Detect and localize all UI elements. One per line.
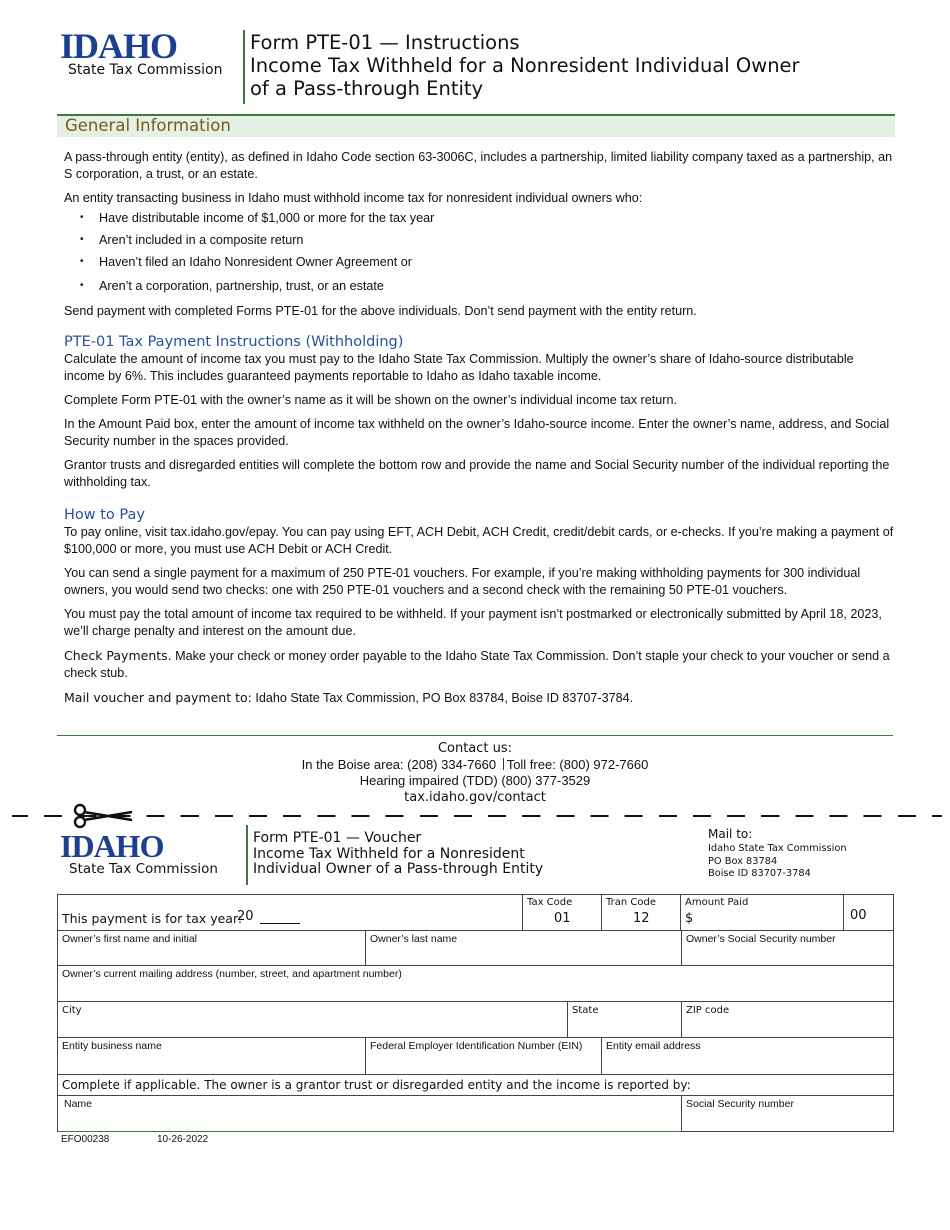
zip-field[interactable] [682, 1002, 894, 1038]
fein-label: Federal Employer Identification Number (EIN) [370, 1040, 583, 1052]
tax-year-blank[interactable] [260, 923, 300, 924]
state-field[interactable] [568, 1002, 682, 1038]
voucher-logo-subtitle: State Tax Commission [69, 861, 218, 877]
contact-divider [57, 735, 893, 736]
mail-to-label: Mail to: [708, 827, 753, 841]
contact-tollfree: Toll free: (800) 972-7660 [506, 757, 649, 772]
howto-p1: To pay online, visit tax.idaho.gov/epay. You can pay using EFT, ACH Debit, ACH Credit, credit/debit cards, or e-checks. If you’re making a payment of $100,000 or more, you must use ACH Debit or ACH Credit. [64, 525, 894, 556]
mail-to-line-3: Boise ID 83707-3784 [708, 868, 811, 879]
tax-year-prefix: 20 [237, 909, 254, 924]
voucher-header-divider [246, 825, 248, 885]
owner-ssn-field[interactable] [682, 931, 894, 966]
owner-address-label: Owner’s current mailing address (number, street, and apartment number) [62, 968, 402, 980]
grantor-note: Complete if applicable. The owner is a grantor trust or disregarded entity and the income is reported by: [62, 1078, 691, 1092]
pte-p1: Calculate the amount of income tax you must pay to the Idaho State Tax Commission. Multiply the owner’s share of Idaho-source distributable income by 6%. This includes guaranteed payments reportable to Idaho as Idaho taxable income. [64, 352, 854, 383]
howto-heading: How to Pay [64, 507, 145, 523]
tran-code-cell [602, 895, 681, 931]
owner-first-name-field[interactable] [58, 931, 366, 966]
grantor-ssn-label: Social Security number [686, 1098, 794, 1110]
entity-email-label: Entity email address [606, 1040, 701, 1052]
form-date: 10-26-2022 [157, 1134, 209, 1145]
pte-p3: In the Amount Paid box, enter the amount of income tax withheld on the owner’s Idaho-source income. Enter the owner’s name, address, and Social Security number in the spaces provided. [64, 417, 890, 448]
title-line-2: Income Tax Withheld for a Nonresident Individual Owner [250, 54, 800, 77]
general-p1: A pass-through entity (entity), as defined in Idaho Code section 63-3006C, includes a partnership, limited liability company taxed as a partnership, an S corporation, a trust, or an estate. [64, 150, 893, 181]
contact-block [57, 741, 893, 806]
howto-p5 [64, 689, 894, 707]
list-item: • Haven’t filed an Idaho Nonresident Owner Agreement or [64, 255, 894, 279]
general-section [64, 149, 894, 320]
tax-code-cell [523, 895, 602, 931]
form-code: EFO00238 [61, 1134, 110, 1145]
entity-email-field[interactable] [602, 1038, 894, 1075]
amount-paid-cell[interactable] [681, 895, 844, 931]
amount-cents-cell[interactable] [844, 895, 894, 931]
logo-word: IDAHO [60, 26, 178, 66]
howto-p3: You must pay the total amount of income tax required to be withheld. If your payment isn’t postmarked or electronically submitted by April 18, 2023, we’ll charge penalty and interest on the amount due. [64, 607, 882, 638]
pte-heading: PTE-01 Tax Payment Instructions (Withholding) [64, 334, 404, 350]
general-heading: General Information [65, 116, 231, 135]
grantor-ssn-field[interactable] [682, 1096, 894, 1132]
page-title [250, 31, 800, 100]
amount-currency: $ [685, 911, 694, 926]
contact-url: tax.idaho.gov/contact [404, 790, 546, 805]
howto-p2: You can send a single payment for a maximum of 250 PTE-01 vouchers. For example, if you’re making withholding payments for 300 individual owners, you would send two checks: one with 250 PTE-01 vouchers and a second check with the remaining 50 PTE-01 vouchers. [64, 566, 861, 597]
tax-code-label: Tax Code [527, 897, 573, 908]
check-payments-lead: Check Payments. [64, 648, 172, 663]
grantor-note-row [58, 1075, 894, 1096]
scissors-icon [72, 803, 134, 829]
tax-year-cell[interactable] [58, 895, 523, 931]
mail-to-line-1: Idaho State Tax Commission [708, 843, 847, 854]
mail-to-block [708, 827, 847, 881]
voucher-form [57, 894, 894, 1132]
voucher-title-line-3: Individual Owner of a Pass-through Entity [253, 861, 544, 877]
mail-text: Idaho State Tax Commission, PO Box 83784, Boise ID 83707-3784. [251, 691, 634, 705]
contact-separator [503, 758, 504, 770]
list-item: • Have distributable income of $1,000 or more for the tax year [64, 211, 894, 233]
logo-subtitle: State Tax Commission [68, 62, 223, 78]
voucher-title [253, 831, 543, 878]
entity-name-field[interactable] [58, 1038, 366, 1075]
general-p2: An entity transacting business in Idaho must withhold income tax for nonresident individual owners who: [64, 191, 643, 205]
idaho-logo [60, 28, 240, 82]
state-label: State [572, 1005, 599, 1016]
howto-p4 [64, 647, 894, 682]
title-line-3: of a Pass-through Entity [250, 77, 484, 100]
title-line-1: Form PTE-01 — Instructions [250, 31, 520, 54]
tran-code-value: 12 [633, 911, 650, 926]
owner-last-name-field[interactable] [366, 931, 682, 966]
voucher-title-line-1: Form PTE-01 — Voucher [253, 830, 422, 846]
city-label: City [62, 1005, 82, 1016]
tax-year-label: This payment is for tax year: [62, 911, 243, 926]
pte-section [64, 334, 894, 491]
contact-title: Contact us: [437, 741, 513, 756]
howto-section [64, 507, 894, 707]
pte-p4: Grantor trusts and disregarded entities will complete the bottom row and provide the name and Social Security number of the individual reporting the withholding tax. [64, 458, 890, 489]
entity-name-label: Entity business name [62, 1040, 162, 1052]
owner-ssn-label: Owner’s Social Security number [686, 933, 836, 945]
voucher-logo [60, 830, 240, 878]
general-heading-band [57, 114, 895, 137]
contact-tdd: Hearing impaired (TDD) (800) 377-3529 [359, 773, 591, 788]
header-divider [243, 30, 245, 104]
tax-code-value: 01 [554, 911, 571, 926]
tran-code-label: Tran Code [606, 897, 656, 908]
cut-line [12, 815, 942, 817]
zip-label: ZIP code [686, 1005, 730, 1016]
owner-first-name-label: Owner’s first name and initial [62, 933, 198, 945]
list-item: • Aren’t included in a composite return [64, 233, 894, 255]
voucher-title-line-2: Income Tax Withheld for a Nonresident [253, 845, 525, 862]
pte-p2: Complete Form PTE-01 with the owner’s name as it will be shown on the owner’s individual income tax return. [64, 393, 677, 407]
contact-boise: In the Boise area: (208) 334-7660 [301, 757, 497, 772]
check-payments-text: Make your check or money order payable to the Idaho State Tax Commission. Don’t staple your check to your voucher or send a check stub. [64, 649, 890, 680]
list-item: • Aren’t a corporation, partnership, trust, or an estate [64, 279, 894, 301]
fein-field[interactable] [366, 1038, 602, 1075]
amount-paid-label: Amount Paid [685, 897, 749, 908]
amount-cents: 00 [850, 908, 867, 923]
voucher-logo-word: IDAHO [60, 828, 164, 864]
owner-last-name-label: Owner’s last name [370, 933, 458, 945]
general-p3: Send payment with completed Forms PTE-01 for the above individuals. Don’t send payment with the entity return. [64, 304, 697, 318]
contact-phone-line [57, 757, 893, 773]
mail-to-line-2: PO Box 83784 [708, 855, 778, 867]
mail-lead: Mail voucher and payment to: [64, 690, 252, 705]
grantor-name-field[interactable] [58, 1096, 682, 1132]
owner-criteria-list [64, 211, 894, 301]
city-field[interactable] [58, 1002, 568, 1038]
grantor-name-label: Name [64, 1098, 93, 1110]
owner-address-field[interactable] [58, 966, 894, 1002]
